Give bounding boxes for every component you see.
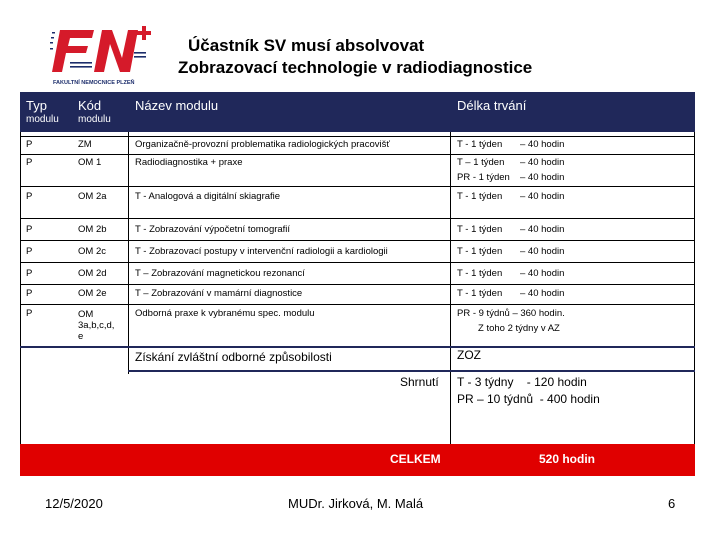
cell-kod: OM 2e <box>78 288 107 299</box>
cell-delka-az: Z toho 2 týdny v AZ <box>478 323 560 334</box>
table-row <box>20 186 695 219</box>
cell-hodiny: – 40 hodin <box>520 288 565 299</box>
cell-kod: ZM <box>78 139 92 150</box>
cell-hodiny-praxe: – 40 hodin <box>520 172 565 183</box>
table-row <box>20 284 695 305</box>
page-title: Účastník SV musí absolvovat <box>188 36 425 55</box>
cell-delka: T - 1 týden <box>457 224 503 235</box>
header-delka: Délka trvání <box>457 98 527 113</box>
cell-kod: OM 3a,b,c,d, e <box>78 309 115 342</box>
cell-typ: P <box>26 139 33 150</box>
page-subtitle: Zobrazovací technologie v radiodiagnostice <box>178 58 533 77</box>
total-label: CELKEM <box>390 452 441 466</box>
cell-typ: P <box>26 308 33 319</box>
cell-typ: P <box>26 246 33 257</box>
header-kod: Kód <box>78 98 102 113</box>
cell-hodiny: – 40 hodin <box>520 268 565 279</box>
cell-kod: OM 1 <box>78 157 102 168</box>
cell-typ: P <box>26 157 33 168</box>
zoz-value: ZOZ <box>457 348 481 362</box>
cell-nazev: Odborná praxe k vybranému spec. modulu <box>135 308 315 319</box>
logo-letters <box>50 30 146 72</box>
shrnuti-label: Shrnutí <box>400 375 439 389</box>
cell-kod: OM 2b <box>78 224 107 235</box>
total-row <box>20 444 695 476</box>
shrnuti-teorie: T - 3 týdny - 120 hodin <box>457 375 587 389</box>
cell-delka: T - 1 týden <box>457 288 503 299</box>
table-row <box>20 262 695 285</box>
cell-delka: T - 1 týden <box>457 246 503 257</box>
header-kod-sub: modulu <box>78 114 111 125</box>
cell-nazev: Organizačně-provozní problematika radiologických pracovišť <box>135 139 390 150</box>
cell-typ: P <box>26 224 33 235</box>
cell-typ: P <box>26 288 33 299</box>
plus-icon <box>137 26 151 40</box>
section-divider <box>128 370 695 372</box>
cell-nazev: T – Zobrazování magnetickou rezonancí <box>135 268 305 279</box>
logo-subtitle: FAKULTNÍ NEMOCNICE PLZEŇ <box>53 80 135 86</box>
cell-nazev: T – Zobrazování v mamární diagnostice <box>135 288 303 299</box>
cell-delka-praxe: PR - 1 týden <box>457 172 510 183</box>
table-row <box>20 240 695 263</box>
modules-table <box>20 92 695 476</box>
cell-kod: OM 2a <box>78 191 107 202</box>
cell-hodiny: – 40 hodin <box>520 157 565 168</box>
cell-delka: T - 1 týden <box>457 139 503 150</box>
cell-nazev: T - Analogová a digitální skiagrafie <box>135 191 281 202</box>
cell-delka: T - 1 týden <box>457 191 503 202</box>
zoz-label: Získání zvláštní odborné způsobilosti <box>135 350 332 364</box>
cell-hodiny: – 40 hodin <box>520 224 565 235</box>
cell-kod: OM 2d <box>78 268 107 279</box>
table-row <box>20 304 695 349</box>
fn-logo <box>50 22 160 92</box>
page-number: 6 <box>668 496 676 511</box>
table-header <box>20 92 695 132</box>
cell-nazev: T - Zobrazovací postupy v intervenční radiologii a kardiologii <box>135 246 388 257</box>
cell-delka: T – 1 týden <box>457 157 505 168</box>
total-value: 520 hodin <box>539 452 596 466</box>
cell-typ: P <box>26 268 33 279</box>
footer-date: 12/5/2020 <box>45 496 103 511</box>
cell-hodiny: – 40 hodin <box>520 246 565 257</box>
cell-delka: T - 1 týden <box>457 268 503 279</box>
cell-kod: OM 2c <box>78 246 106 257</box>
cell-nazev: T - Zobrazování výpočetní tomografií <box>135 224 291 235</box>
cell-delka: PR - 9 týdnů – 360 hodin. <box>457 308 565 319</box>
cell-typ: P <box>26 191 33 202</box>
header-typ-sub: modulu <box>26 114 59 125</box>
cell-hodiny: – 40 hodin <box>520 191 565 202</box>
table-row <box>20 154 695 187</box>
table-row <box>20 136 695 155</box>
header-nazev: Název modulu <box>135 98 219 113</box>
table-row <box>20 218 695 241</box>
cell-hodiny: – 40 hodin <box>520 139 565 150</box>
header-typ: Typ <box>26 98 47 113</box>
cell-nazev: Radiodiagnostika + praxe <box>135 157 243 168</box>
section-divider <box>20 346 695 348</box>
shrnuti-praxe: PR – 10 týdnů - 400 hodin <box>457 392 600 406</box>
footer-authors: MUDr. Jirková, M. Malá <box>288 496 424 511</box>
